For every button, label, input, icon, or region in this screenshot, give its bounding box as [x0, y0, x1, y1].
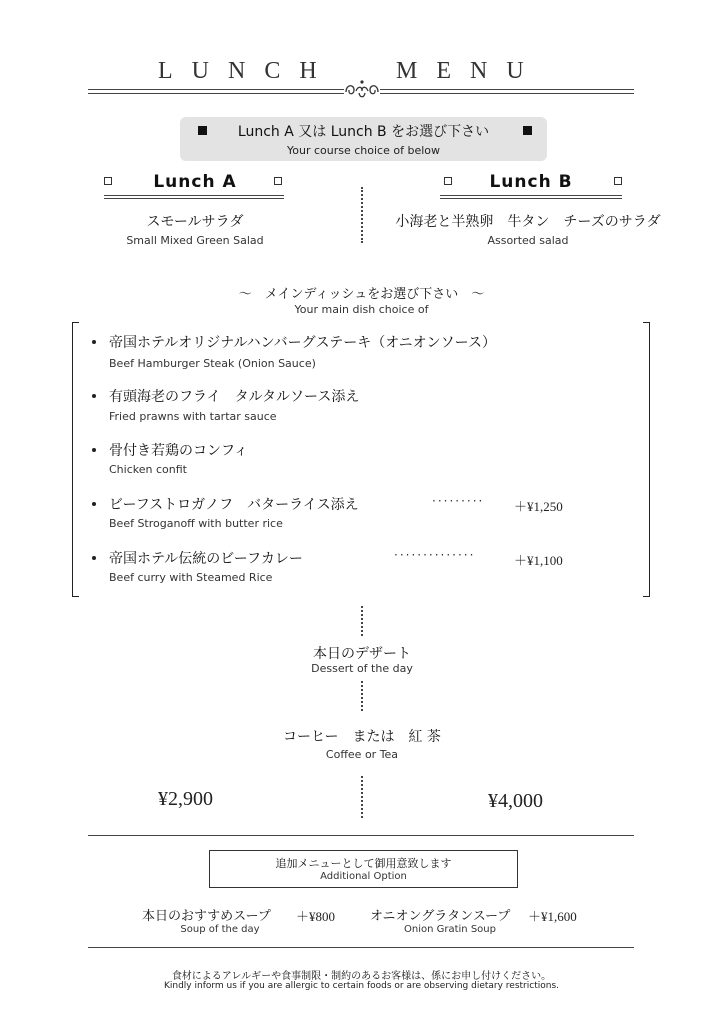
left-bracket [72, 322, 79, 597]
bullet-icon [92, 340, 96, 344]
title-word-menu: MENU [396, 58, 543, 84]
banner-subheading: Your course choice of below [287, 144, 440, 157]
main-item-5-price: ＋¥1,100 [514, 553, 563, 568]
lunch-a-rule [104, 195, 284, 196]
main-item-4-en: Beef Stroganoff with butter rice [109, 517, 283, 530]
main-dish-heading: ～ メインディッシュをお選び下さい ～ [238, 287, 485, 302]
main-dish-subheading: Your main dish choice of [294, 303, 429, 316]
drink-en: Coffee or Tea [325, 748, 399, 761]
main-item-4-price: ＋¥1,250 [514, 499, 563, 514]
bullet-icon [92, 556, 96, 560]
lunch-a-salad-ja: スモールサラダ [146, 214, 244, 230]
lunch-a-price: ¥2,900 [158, 788, 213, 810]
price-leader-dots: ·············· [394, 548, 476, 562]
right-bracket [643, 322, 650, 597]
main-item-4-ja: ビーフストロガノフ バターライス添え [109, 497, 359, 513]
lunch-b-price: ¥4,000 [488, 790, 543, 812]
section-rule [88, 835, 634, 836]
lunch-b-salad-ja: 小海老と半熟卵 牛タン チーズのサラダ [395, 214, 661, 230]
square-outline-icon [614, 177, 622, 185]
additional-heading-en: Additional Option [320, 871, 407, 882]
lunch-a-salad-en: Small Mixed Green Salad [126, 234, 264, 247]
additional-heading-ja: 追加メニューとして御用意致します [275, 857, 452, 870]
lunch-b-salad-en: Assorted salad [487, 234, 569, 247]
lunch-b-rule [440, 195, 622, 196]
dotted-divider-vertical [361, 776, 363, 818]
dotted-divider-vertical [361, 681, 363, 711]
soup-of-day-en: Soup of the day [180, 924, 260, 935]
main-item-2-ja: 有頭海老のフライ タルタルソース添え [109, 389, 360, 405]
price-leader-dots: ········· [432, 494, 485, 508]
dotted-divider-vertical [361, 187, 363, 243]
dotted-divider-vertical [361, 606, 363, 636]
main-item-1-ja: 帝国ホテルオリジナルハンバーグステーキ（オニオンソース） [109, 335, 496, 351]
onion-gratin-ja: オニオングラタンスープ [370, 909, 511, 924]
course-choice-banner [180, 117, 547, 161]
main-item-5-ja: 帝国ホテル伝統のビーフカレー [109, 551, 303, 567]
flourish-ornament-icon [338, 76, 386, 102]
bullet-icon [92, 394, 96, 398]
square-outline-icon [104, 177, 112, 185]
dessert-ja: 本日のデザート [313, 646, 411, 662]
soup-of-day-price: ＋¥800 [296, 909, 336, 924]
lunch-b-heading: Lunch B [489, 172, 573, 192]
additional-option-box [209, 850, 518, 888]
section-rule [88, 947, 634, 948]
allergy-notice-ja: 食材によるアレルギーや食事制限・制約のあるお客様は、係にお申し付けください。 [171, 971, 552, 982]
soup-of-day-ja: 本日のおすすめスープ [142, 909, 271, 924]
square-outline-icon [274, 177, 282, 185]
main-item-3-ja: 骨付き若鶏のコンフィ [109, 443, 248, 459]
dessert-en: Dessert of the day [311, 662, 413, 675]
lunch-b-rule [440, 198, 622, 199]
bullet-icon [92, 502, 96, 506]
bullet-icon [92, 448, 96, 452]
allergy-notice-en: Kindly inform us if you are allergic to certain foods or are observing dietary restrictions. [163, 981, 559, 991]
main-item-3-en: Chicken confit [109, 463, 187, 476]
onion-gratin-price: ＋¥1,600 [528, 909, 577, 924]
lunch-a-heading: Lunch A [153, 172, 237, 192]
onion-gratin-en: Onion Gratin Soup [404, 924, 496, 935]
title-word-lunch: LUNCH [158, 58, 336, 84]
main-item-5-en: Beef curry with Steamed Rice [109, 571, 273, 584]
banner-heading: Lunch A 又は Lunch B をお選び下さい [237, 124, 490, 140]
main-item-1-en: Beef Hamburger Steak (Onion Sauce) [109, 357, 316, 370]
main-item-2-en: Fried prawns with tartar sauce [109, 410, 277, 423]
drink-ja: コーヒー または 紅 茶 [283, 729, 441, 745]
lunch-a-rule [104, 198, 284, 199]
square-bullet-icon [523, 126, 532, 135]
